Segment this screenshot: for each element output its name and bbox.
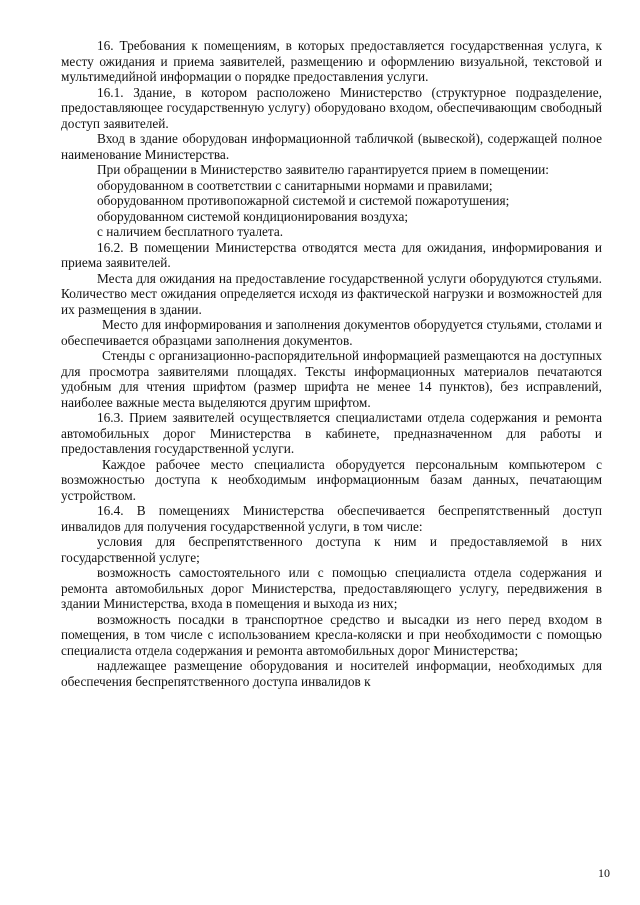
list-item-equipment-placement: надлежащее размещение оборудования и носителей информации, необходимых для обеспечения беспрепятственного доступа инвалидов к <box>61 658 602 689</box>
paragraph-waiting-places: Места для ожидания на предоставление государственной услуги оборудуются стульями. Количество мест ожидания определяется исходя из фактической нагрузки и возможностей для их размещения в здании. <box>61 270 602 317</box>
paragraph-workplace: Каждое рабочее место специалиста оборудуется персональным компьютером с возможностью доступа к необходимым информационным базам данных, печатающим устройством. <box>61 456 602 503</box>
list-item-vehicle-boarding: возможность посадки в транспортное средство и высадки из него перед входом в помещения, в том числе с использованием кресла-коляски и при необходимости с помощью специалиста отдела содержания и ремонта автомобильных дорог Министерства; <box>61 611 602 658</box>
list-item-toilet: с наличием бесплатного туалета. <box>97 224 284 239</box>
section-16-heading: 16. Требования к помещениям, в которых предоставляется государственная услуга, к месту ожидания и приема заявителей, размещению и оформлению визуальной, текстовой и мультимедийной информации о порядке предоставления услуги. <box>61 38 602 84</box>
list-item-sanitary: оборудованном в соответствии с санитарными нормами и правилами; <box>97 177 493 193</box>
paragraph-16-1: 16.1. Здание, в котором расположено Министерство (структурное подразделение, предоставляющее государственную услугу) оборудовано входом, обеспечивающим свободный доступ заявителей. <box>61 84 602 131</box>
paragraph-reception-guarantee: При обращении в Министерство заявителю гарантируется прием в помещении: <box>97 162 549 177</box>
paragraph-entrance-sign: Вход в здание оборудован информационной табличкой (вывеской), содержащей полное наименование Министерства. <box>61 131 602 162</box>
list-item-fire-safety: оборудованном противопожарной системой и системой пожаротушения; <box>97 193 510 208</box>
paragraph-16-4: 16.4. В помещениях Министерства обеспечивается беспрепятственный доступ инвалидов для получения государственной услуги, в том числе: <box>61 503 602 534</box>
paragraph-16-3: 16.3. Прием заявителей осуществляется специалистами отдела содержания и ремонта автомобильных дорог Министерства в кабинете, предназначенном для работы и предоставления государственной услуги. <box>61 410 602 456</box>
list-item-air-conditioning: оборудованном системой кондиционирования воздуха; <box>97 208 409 224</box>
page-number: 10 <box>598 866 610 880</box>
paragraph-info-place: Место для информирования и заполнения документов оборудуется стульями, столами и обеспечивается образцами заполнения документов. <box>61 317 602 348</box>
list-item-access-conditions: условия для беспрепятственного доступа к ним и предоставляемой в них государственной услуге; <box>61 534 602 565</box>
paragraph-info-stands: Стенды с организационно-распорядительной информацией размещаются на доступных для просмотра заявителями площадях. Тексты информационных материалов печатаются удобным для чтения шрифтом (размер шрифта не менее 14 пунктов), без исправлений, наиболее важные места выделяются другим шрифтом. <box>61 348 602 410</box>
paragraph-16-2: 16.2. В помещении Министерства отводятся места для ожидания, информирования и приема заявителей. <box>61 239 602 270</box>
list-item-movement: возможность самостоятельного или с помощью специалиста отдела содержания и ремонта автомобильных дорог Министерства, предоставляющего услугу, передвижения в здании Министерства, входа в помещения и выхода из них; <box>61 565 602 611</box>
